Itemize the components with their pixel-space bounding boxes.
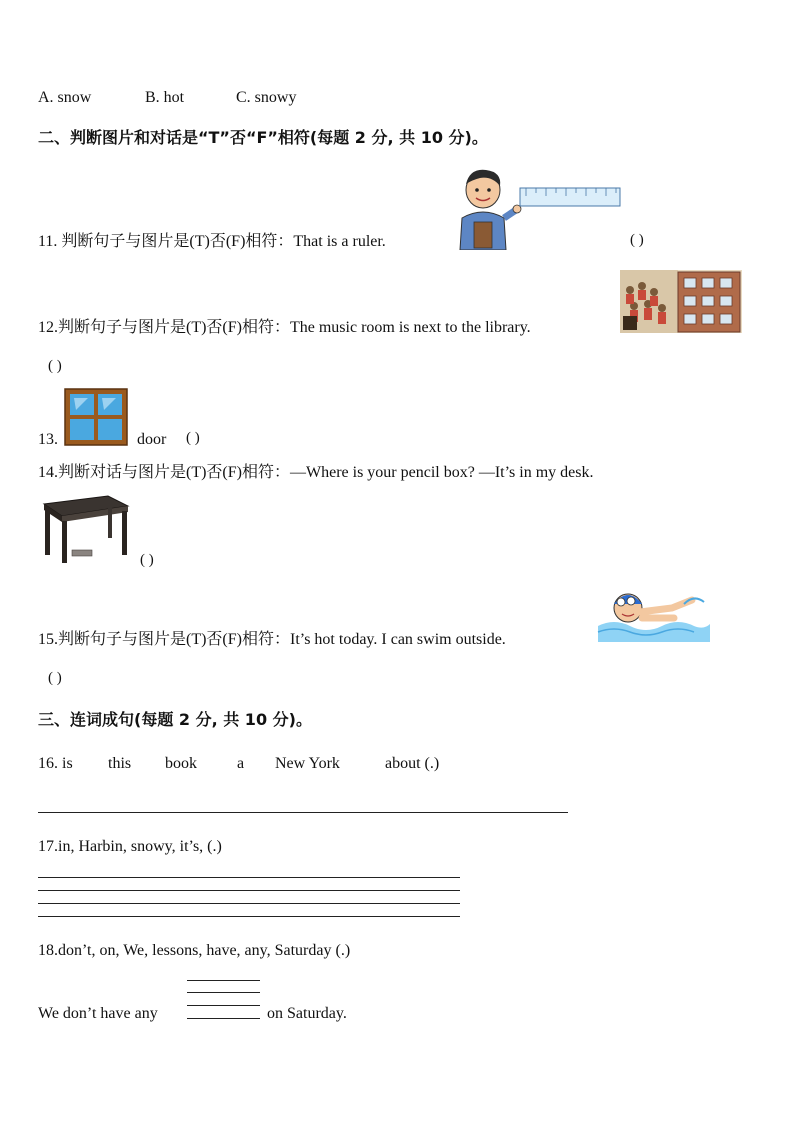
- q16-word: this: [108, 755, 132, 772]
- desk-picture: [38, 492, 130, 564]
- q15-text: 15.判断句子与图片是(T)否(F)相符：It’s hot today. I can swim outside.: [38, 631, 506, 648]
- q11-text: 11. 判断句子与图片是(T)否(F)相符：That is a ruler.: [38, 233, 386, 250]
- option-a: A. snow: [38, 89, 92, 106]
- q17-answer-line[interactable]: [38, 890, 460, 891]
- q13-word: door: [137, 431, 167, 448]
- q18-answer-line[interactable]: [187, 992, 260, 993]
- q13-answer-blank[interactable]: ( ): [186, 430, 200, 446]
- q12-text: 12.判断句子与图片是(T)否(F)相符：The music room is next to the library.: [38, 319, 531, 336]
- q18-answer-line[interactable]: [187, 1018, 260, 1019]
- section3-heading: 三、连词成句(每题 2 分, 共 10 分)。: [38, 710, 312, 729]
- q14-answer-blank[interactable]: ( ): [140, 552, 154, 568]
- q12-answer-blank[interactable]: ( ): [48, 358, 62, 374]
- q11-answer-blank[interactable]: ( ): [630, 232, 644, 248]
- q18-answer-prefix: We don’t have any: [38, 1005, 158, 1022]
- window-picture: [64, 388, 128, 446]
- q16-word: New York: [275, 755, 340, 772]
- q18-answer-suffix: on Saturday.: [267, 1005, 347, 1022]
- boy-swimming-picture: [594, 584, 712, 642]
- music-room-library-picture: [620, 270, 742, 333]
- q17-text: 17.in, Harbin, snowy, it’s, (.): [38, 838, 222, 855]
- q16-word: a: [237, 755, 245, 772]
- q13-number: 13.: [38, 431, 58, 448]
- q16-word: 16. is: [38, 755, 73, 772]
- q17-answer-line[interactable]: [38, 877, 460, 878]
- option-b: B. hot: [145, 89, 185, 106]
- section2-heading: 二、判断图片和对话是“T”否“F”相符(每题 2 分, 共 10 分)。: [38, 128, 488, 147]
- q16-word: book: [165, 755, 197, 772]
- q16-words: [38, 754, 439, 774]
- q18-answer-line[interactable]: [187, 980, 260, 981]
- q14-text: 14.判断对话与图片是(T)否(F)相符：—Where is your pencil box? —It’s in my desk.: [38, 464, 594, 481]
- q16-word: about (.): [385, 755, 440, 772]
- q17-answer-line[interactable]: [38, 916, 460, 917]
- q15-answer-blank[interactable]: ( ): [48, 670, 62, 686]
- option-c: C. snowy: [236, 89, 297, 106]
- q18-answer-line[interactable]: [187, 1005, 260, 1006]
- q16-answer-line[interactable]: [38, 812, 568, 813]
- q17-answer-line[interactable]: [38, 903, 460, 904]
- q18-text: 18.don’t, on, We, lessons, have, any, Saturday (.): [38, 942, 351, 959]
- boy-with-ruler-picture: [450, 166, 625, 250]
